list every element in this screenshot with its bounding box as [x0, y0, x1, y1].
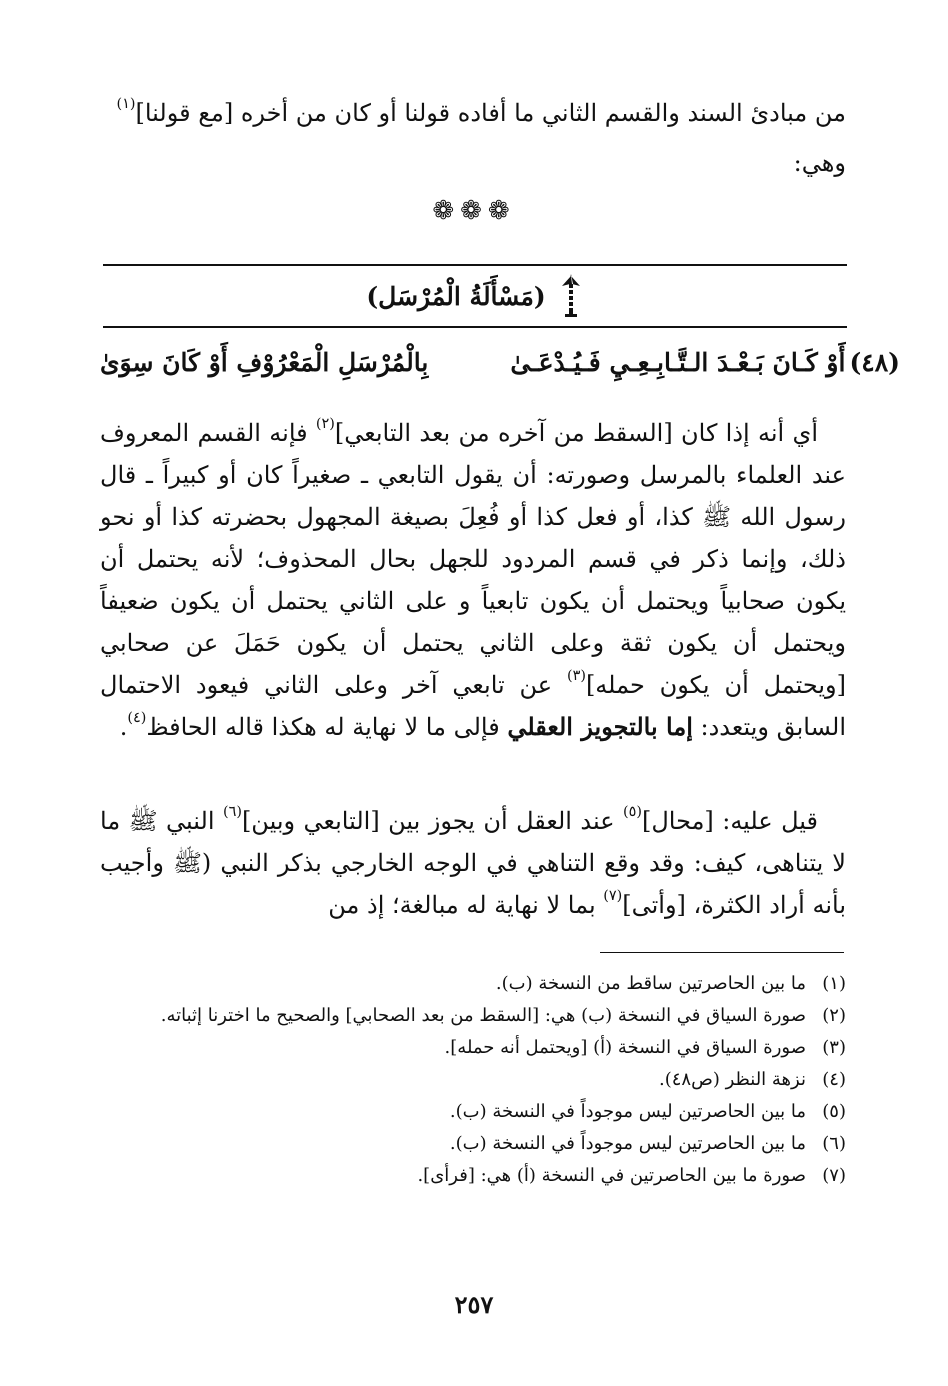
- footnote-separator: [600, 952, 844, 953]
- para2-text-a: قيل عليه: [محال]: [641, 807, 819, 835]
- footnote-item: [100, 968, 846, 1000]
- heading-bottom-rule: [103, 326, 847, 328]
- footnote-number: (١): [822, 973, 846, 994]
- footnote-number: (٤): [822, 1069, 846, 1090]
- footnote-text: صورة السياق في النسخة (ب) هي: [السقط من بعد الصحابي] والصحيح ما اخترنا إثباته.: [160, 1005, 806, 1026]
- para1-end: .: [119, 713, 128, 741]
- section-heading-box: [103, 270, 847, 322]
- footnote-text: صورة السياق في النسخة (أ) [ويحتمل أنه حمله].: [444, 1037, 806, 1058]
- footnote-text: ما بين الحاصرتين ليس موجوداً في النسخة (ب).: [449, 1101, 806, 1122]
- footnote-item: [100, 1160, 846, 1192]
- footnote-text: ما بين الحاصرتين ليس موجوداً في النسخة (ب).: [449, 1133, 806, 1154]
- footnotes-list: [100, 968, 846, 1192]
- footnote-ref-3[interactable]: (٣): [566, 668, 586, 685]
- para2-text-d: بما لا نهاية له مبالغة؛ إذ من: [328, 891, 604, 919]
- footnote-text: ما بين الحاصرتين ساقط من النسخة (ب).: [495, 973, 806, 994]
- footnote-number: (٥): [822, 1101, 846, 1122]
- footnote-text: نزهة النظر (ص٤٨).: [658, 1069, 806, 1090]
- top-line-1: من مبادئ السند والقسم الثاني ما أفاده قولنا أو كان من أخره [مع قولنا]: [135, 99, 846, 127]
- top-paragraph: [100, 88, 846, 188]
- commentary-paragraph-1: [100, 412, 846, 748]
- commentary-paragraph-2: [100, 800, 846, 926]
- footnote-number: (٧): [822, 1165, 846, 1186]
- footnote-ref-2[interactable]: (٢): [315, 416, 335, 433]
- verse-hemistich-1: أَوْ كَـانَ بَـعْـدَ الـتَّـابِـعِـيِ فَـيُـدْعَـىٰ: [510, 347, 846, 377]
- page-number: ٢٥٧: [454, 1290, 494, 1319]
- verse-hemistich-2: بِالْمُرْسَلِ الْمَعْرُوْفِ أَوْ كَانَ سِوَىٰ: [99, 347, 429, 377]
- ornament-stars: ❁❁❁: [432, 196, 516, 226]
- footnote-ref-1[interactable]: (١): [116, 96, 136, 113]
- para1-text-b: عن تابعي آخر وعلى الثاني فيعود الاحتمال السابق ويتعدد:: [100, 671, 846, 741]
- heading-top-rule: [103, 264, 847, 266]
- footnote-ref-6[interactable]: (٦): [222, 804, 242, 821]
- footnote-number: (٢): [822, 1005, 846, 1026]
- verse-line: [100, 340, 900, 384]
- footnote-item: [100, 1096, 846, 1128]
- section-heading: (مَسْأَلَةُ الْمُرْسَل): [366, 281, 546, 311]
- footnote-text: صورة ما بين الحاصرتين في النسخة (أ) هي: [فرأى].: [417, 1165, 806, 1186]
- footnote-ref-4[interactable]: (٤): [127, 710, 147, 727]
- footnote-ref-7[interactable]: (٧): [603, 888, 623, 905]
- palm-ornament-icon: [558, 272, 584, 320]
- footnote-item: [100, 1064, 846, 1096]
- footnote-number: (٦): [822, 1133, 846, 1154]
- footnote-item: [100, 1032, 846, 1064]
- footnote-item: [100, 1000, 846, 1032]
- verse-number: (٤٨): [849, 347, 900, 377]
- para1-text-c: فإلى ما لا نهاية له هكذا قاله الحافظ: [146, 713, 508, 741]
- footnote-number: (٣): [822, 1037, 846, 1058]
- para2-text-b: عند العقل أن يجوز بين [التابعي وبين]: [241, 807, 623, 835]
- para2-text-c: النبي ﷺ ما لا يتناهى، كيف: وقد وقع التناهي في الوجه الخارجي بذكر النبي (ﷺ وأجيب بأنه أراد الكثرة، [وأتى]: [100, 807, 846, 919]
- footnote-item: [100, 1128, 846, 1160]
- footnote-ref-5[interactable]: (٥): [622, 804, 642, 821]
- para1-text-a: فإنه القسم المعروف عند العلماء بالمرسل وصورته: أن يقول التابعي ـ صغيراً كان أو كبيراً ـ قال رسول الله ﷺ كذا، أو فعل كذا أو فُعِلَ بصيغة المجهول بحضرته كذا أو نحو ذلك، وإنما ذكر في قسم المردود للجهل بحال المحذوف؛ لأنه يحتمل أن يكون صحابياً ويحتمل أن يكون تابعياً و على الثاني يحتمل أن يكون ضعيفاً ويحتمل أن يكون ثقة وعلى الثاني يحتمل أن يكون حَمَلَ عن صحابي [ويحتمل أن يكون حمله]: [100, 419, 847, 699]
- para1-intro: أي أنه إذا كان [السقط من آخره من بعد التابعي]: [334, 419, 818, 447]
- top-line-2: وهي:: [793, 149, 846, 177]
- para1-bold-phrase: إما بالتجويز العقلي: [507, 712, 693, 741]
